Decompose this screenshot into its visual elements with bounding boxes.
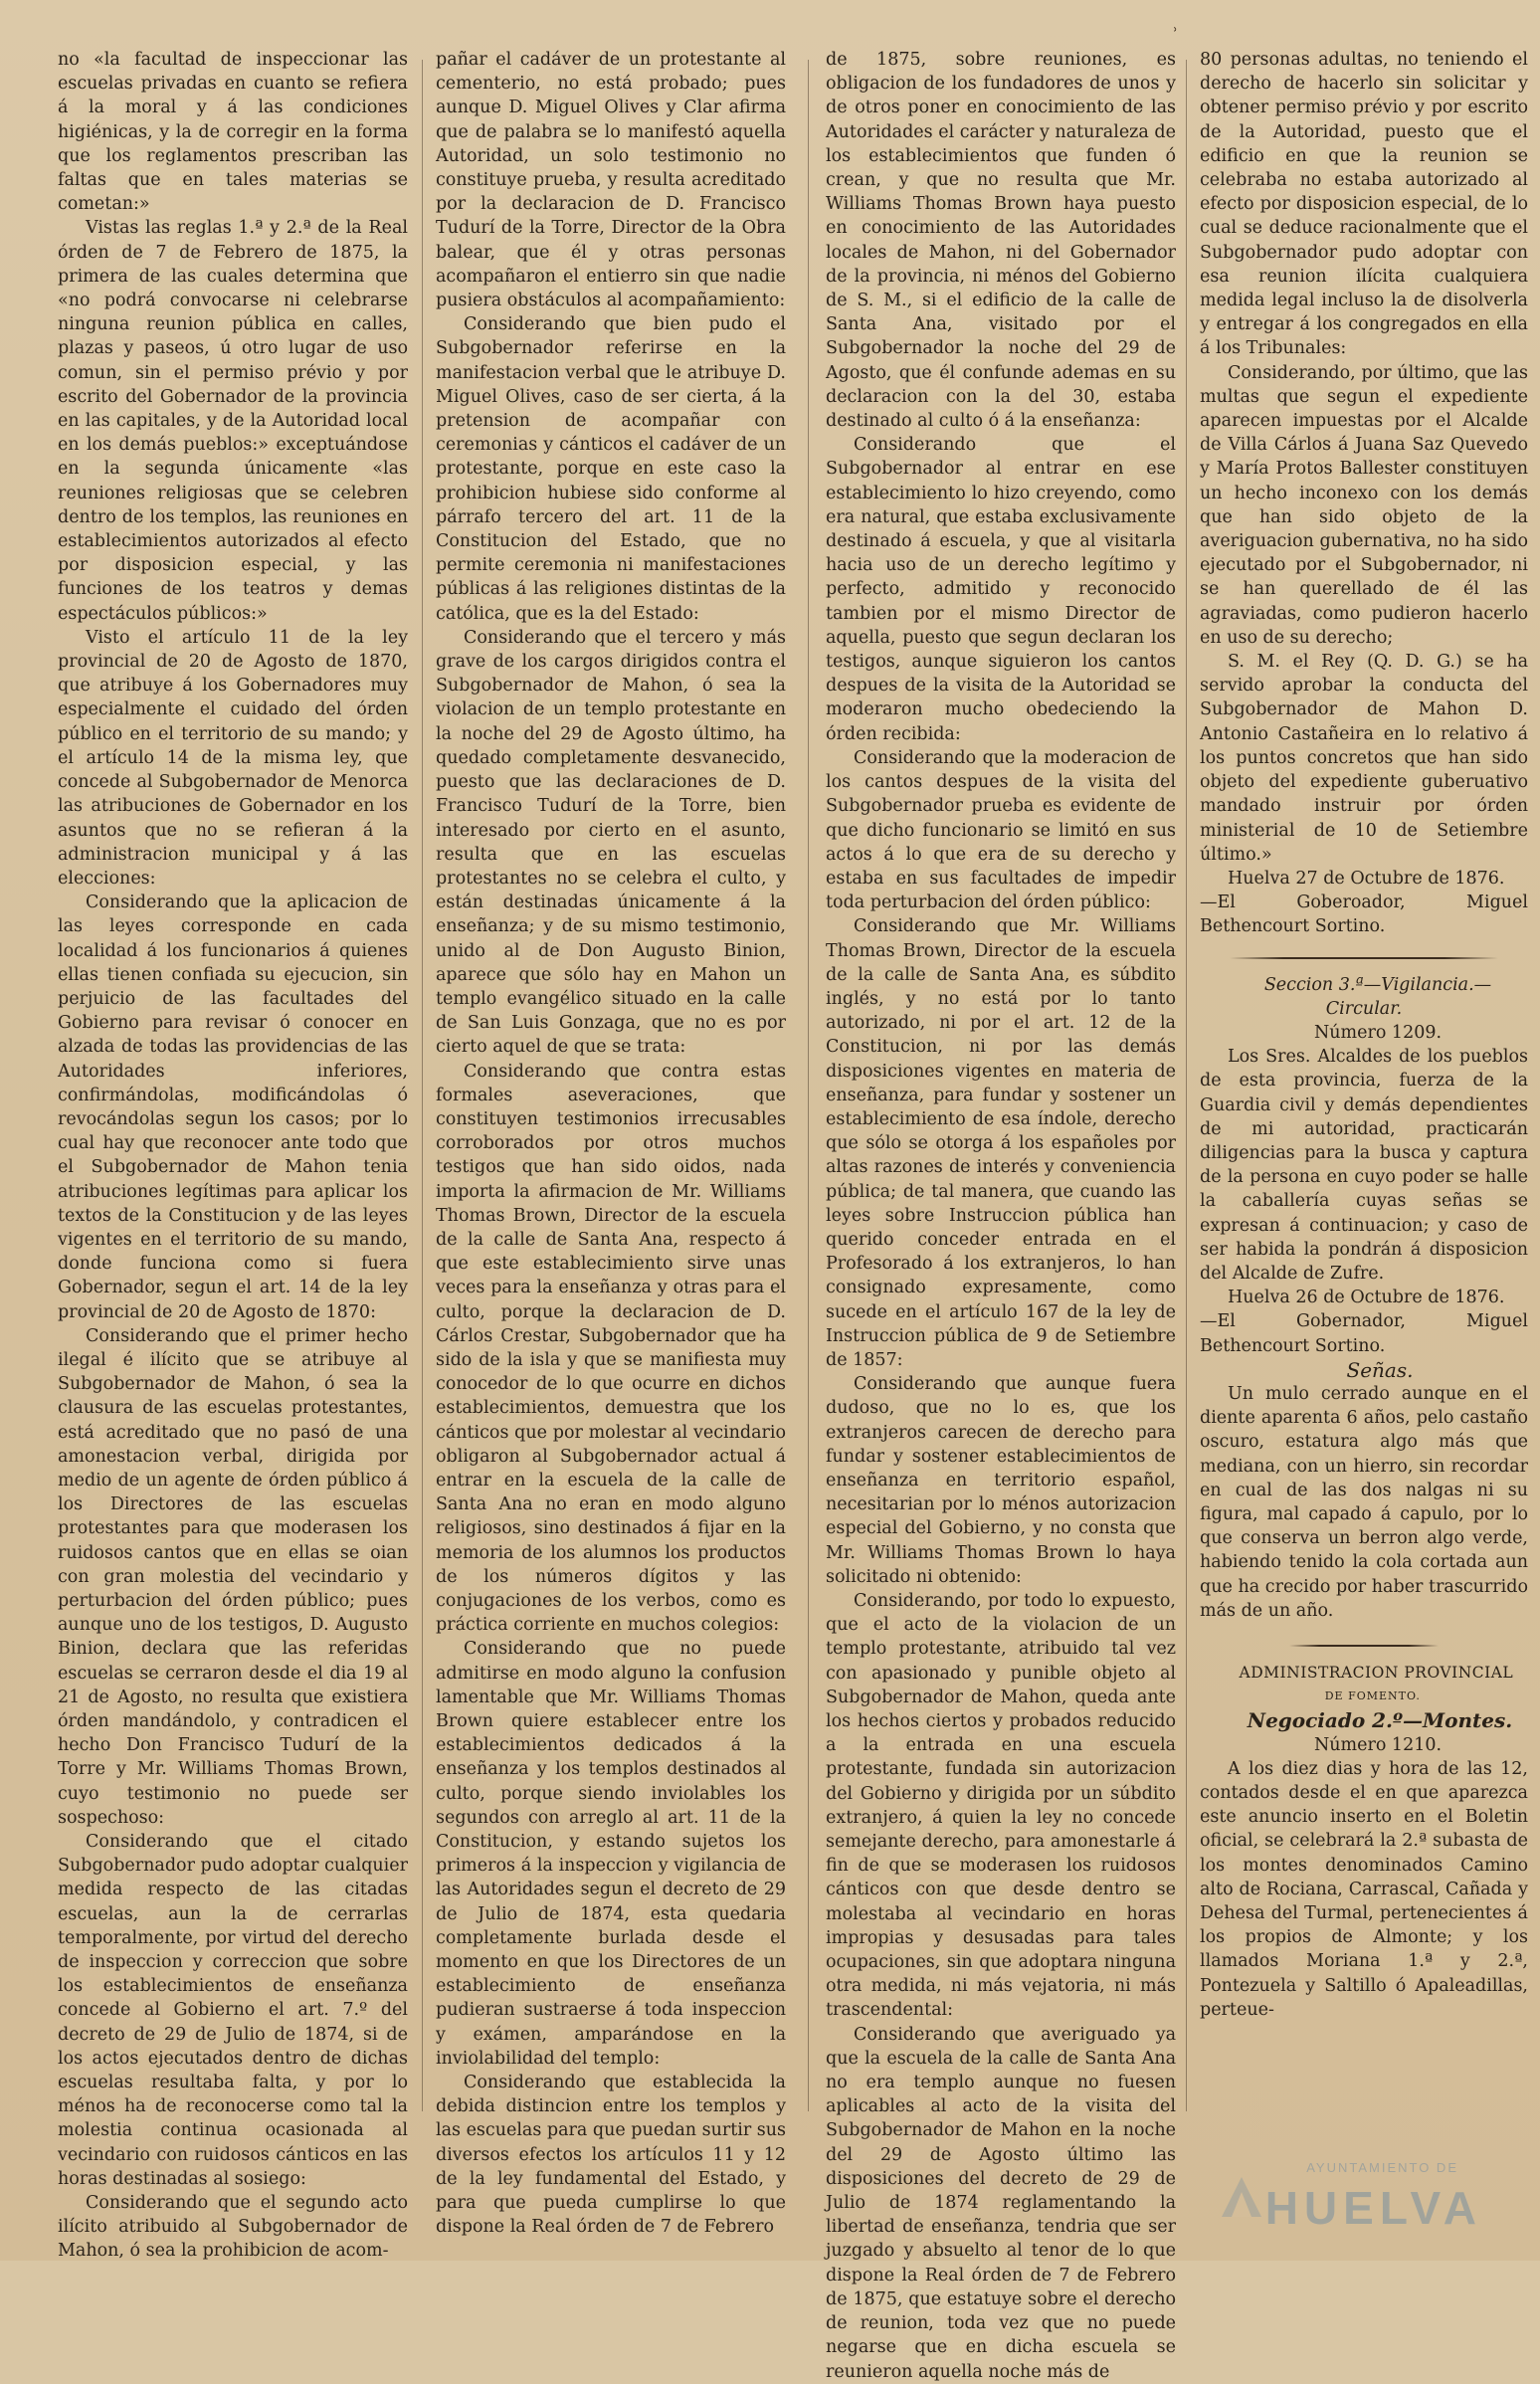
watermark-caption: AYUNTAMIENTO DE [1306, 2160, 1458, 2175]
announcement-number: Número 1209. [1313, 1022, 1443, 1043]
administration-subtitle: DE FOMENTO. [1324, 1689, 1421, 1703]
paragraph: A los diez dias y hora de las 12, contados desde el en que aparezca este anuncio inserto en el Boletin oficial, se celebrará la 2.ª subasta de los montes denominados Camino alto de Rociana, Carrascal, Cañada y Dehesa del Turmal, pertenecientes á los propios de Almonte; y los llamados Moriana 1.ª y 2.ª, Pontezuela y Saltillo ó Apaleadillas, perteue- [1200, 1758, 1528, 2020]
paragraph: Considerando, por último, que las multas que segun el expediente aparecen impuestas por el Alcalde de Villa Cárlos á Juana Saz Quevedo y María Protos Ballester constituyen un hecho inconexo con los demás que han sido objeto de la averiguacion gubernativa, no ha sido ejecutado por el Subgobernador, ni se han querellado de él las agraviadas, como pudieron hacerlo en uso de su derecho; [1200, 362, 1528, 648]
paragraph: Considerando que el citado Subgobernador pudo adoptar cualquier medida respecto de las citadas escuelas, aun la de cerrarlas temporalmente, por virtud del derecho de inspeccion y correccion que sobre los establecimientos de enseñanza concede al Gobierno el art. 7.º del decreto de 29 de Julio de 1874, si de los actos ejecutados dentro de dichas escuelas resultaba falta, y por lo ménos ha de reconocerse como tal la molestia continua ocasionada al vecindario con ruidosos cánticos en las horas destinadas al sosiego: [58, 1832, 408, 2189]
paragraph: Considerando que la moderacion de los cantos despues de la visita del Subgobernador prueba es evidente de que dicho funcionario se limitó en sus actos á lo que era de su derecho y estaba en sus facultades de impedir toda perturbacion del órden público: [826, 747, 1176, 913]
negociado-heading: Negociado 2.º—Montes. [1247, 1708, 1513, 1733]
column-4 [1200, 48, 1528, 2022]
paragraph: de 1875, sobre reuniones, es obligacion de los fundadores de unos y de otros poner en conocimiento de las Autoridades el carácter y naturaleza de los establecimientos que funden ó crean, y que no resulta que Mr. Williams Thomas Brown haya puesto en conocimiento de las Autoridades locales de Mahon, ni del Gobernador de la provincia, ni ménos del Gobierno de S. M., si el edificio de la calle de Santa Ana, visitado por el Subgobernador la noche del 29 de Agosto, que él confunde ademas en su declaracion con la del 30, estaba destinado al culto ó á la enseñanza: [826, 50, 1176, 432]
paragraph: Considerando que el primer hecho ilegal é ilícito que se atribuye al Subgobernador de Mahon, ó sea la clausura de las escuelas protestantes, está acreditado que no pasó de una amonestacion verbal, dirigida por medio de un agente de órden público á los Directores de las escuelas protestantes para que moderasen los ruidosos cantos que en ellas se oian con gran molestia del vecindario y perturbacion del órden público; pues aunque uno de los testigos, D. Augusto Binion, declara que las referidas escuelas se cerraron desde el dia 19 al 21 de Agosto, no resulta que existiera órden mandándolo, y contradicen el hecho Don Francisco Tudurí de la Torre y Mr. Williams Thomas Brown, cuyo testimonio no puede ser sospechoso: [58, 1325, 408, 1828]
announcement-number: Número 1210. [1313, 1734, 1443, 1755]
paragraph: Vistas las reglas 1.ª y 2.ª de la Real órden de 7 de Febrero de 1875, la primera de las cuales determina que «no podrá convocarse ni celebrarse ninguna reunion pública en calles, plazas y paseos, ú otro lugar de uso comun, sin el permiso prévio y por escrito del Gobernador de la provincia en las capitales, y de la Autoridad local en los demás pueblos:» exceptuándose en la segunda únicamente «las reuniones religiosas que se celebren dentro de los templos, las reuniones en establecimientos autorizados al efecto por disposicion especial, y las funciones de los teatros y demas espectáculos públicos:» [58, 218, 408, 624]
column-1 [58, 48, 408, 2264]
top-margin-mark: ⸒ [1172, 8, 1179, 32]
signature-name: —El Gobernador, Miguel Bethencourt Sortino. [1200, 1311, 1528, 1356]
paragraph: pañar el cadáver de un protestante al cementerio, no está probado; pues aunque D. Miguel Olives y Clar afirma que de palabra se lo manifestó aquella Autoridad, un solo testimonio no constituye prueba, y resulta acreditado por la declaracion de D. Francisco Tudurí de la Torre, Director de la Obra balear, que él y otras personas acompañaron el entierro sin que nadie pusiera obstáculos al acompañamiento: [436, 50, 786, 311]
paragraph: Considerando que la aplicacion de las leyes corresponde en cada localidad á los funcionarios á quienes ellas tienen confiada su ejecucion, sin perjuicio de las facultades del Gobierno para revisar ó conocer en alzada de todas las providencias de las Autoridades inferiores, confirmándolas, modificándolas ó revocándolas segun los casos; por lo cual hay que reconocer ante todo que el Subgobernador de Mahon tenia atribuciones legítimas para aplicar los textos de la Constitucion y de las leyes vigentes en el territorio de su mando, donde funciona como si fuera Gobernador, segun el art. 14 de la ley provincial de 20 de Agosto de 1870: [58, 893, 408, 1322]
paragraph: Considerando que aunque fuera dudoso, que no lo es, que los extranjeros carecen de derecho para fundar y sostener establecimientos de enseñanza en territorio español, necesitarian por lo ménos autorizacion especial del Gobierno, y no consta que Mr. Williams Thomas Brown lo haya solicitado ni obtenido: [826, 1374, 1176, 1587]
paragraph: 80 personas adultas, no teniendo el derecho de hacerlo sin solicitar y obtener permiso prévio y por escrito de la Autoridad, puesto que el edificio en que la reunion se celebraba no estaba autorizado al efecto por disposicion especial, de lo cual se deduce racionalmente que el Subgobernador pudo adoptar con esa reunion ilícita cualquiera medida legal incluso la de disolverla y entregar á los congregados en ella á los Tribunales: [1200, 50, 1528, 359]
paragraph: Considerando que el Subgobernador al entrar en ese establecimiento lo hizo creyendo, como era natural, que estaba exclusivamente destinado á escuela, y que al visitarla hacia uso de un derecho legítimo y perfecto, admitido y reconocido tambien por el mismo Director de aquella, puesto que segun declaran los testigos, aunque siguieron los cantos despues de la visita de la Autoridad se moderaron mucho obedeciendo la órden recibida: [826, 435, 1176, 744]
column-3 [826, 48, 1176, 2384]
paragraph: Considerando que establecida la debida distincion entre los templos y las escuelas para que puedan surtir sus diversos efectos los artículos 11 y 12 de la ley fundamental del Estado, y para que pueda cumplirse lo que dispone la Real órden de 7 de Febrero [436, 2073, 787, 2238]
paragraph: Un mulo cerrado aunque en el diente aparenta 6 años, pelo castaño oscuro, estatura algo más que mediana, con un hierro, sin recordar en cual de las dos nalgas ni su figura, mal capado á capulo, por lo que conserva un berron algo verde, habiendo tenido la cola cortada aun que ha crecido por haber trascurrido más de un año. [1200, 1383, 1528, 1621]
column-divider [422, 60, 423, 2111]
paragraph: Los Sres. Alcaldes de los pueblos de esta provincia, fuerza de la Guardia civil y demás dependientes de mi autoridad, practicarán diligencias para la busca y captura de la persona en cuyo poder se halle la caballería cuyas señas se expresan á continuacion; y caso de ser habida la pondrán á disposicion del Alcalde de Zufre. [1200, 1047, 1528, 1284]
signature-name: —El Goberoador, Miguel Bethencourt Sortino. [1200, 893, 1528, 937]
column-2 [436, 48, 786, 2239]
paragraph: S. M. el Rey (Q. D. G.) se ha servido aprobar la conducta del Subgobernador de Mahon D. Antonio Castañeira en lo relativo á los puntos concretos que han sido objeto del expediente guberuativo mandado instruir por órden ministerial de 10 de Setiembre último.» [1200, 652, 1528, 865]
column-divider [808, 60, 809, 2111]
section-heading: Seccion 3.ª—Vigilancia.—Circular. [1263, 974, 1492, 1019]
paragraph: Considerando que contra estas formales aseveraciones, que constituyen testimonios irrecusables corroborados por otros muchos testigos que han sido oidos, nada importa la afirmacion de Mr. Williams Thomas Brown, Director de la escuela de la calle de Santa Ana, respecto á que este establecimiento sirve unas veces para la enseñanza y otras para el culto, porque la declaracion de D. Cárlos Crestar, Subgobernador que ha sido de la isla y que se manifiesta muy conocedor de lo que ocurre en dichos establecimientos, demuestra que los cánticos que por molestar al vecindario obligaron al Subgobernador actual á entrar en la escuela de la calle de Santa Ana no eran en modo alguno religiosos, sino destinados á fijar en la memoria de los alumnos los productos de los números dígitos y las conjugaciones de los verbos, como es práctica corriente en muchos colegios: [436, 1061, 786, 1636]
section-separator [1230, 957, 1498, 959]
paragraph: Considerando que el segundo acto ilícito atribuido al Subgobernador de Mahon, ó sea la prohibicion de acom- [58, 2193, 408, 2262]
paragraph: Considerando que Mr. Williams Thomas Brown, Director de la escuela de la calle de Santa Ana, es súbdito inglés, y no está por lo tanto autorizado, ni por el art. 12 de la Constitucion, ni por las demás disposiciones vigentes en materia de enseñanza, para fundar y sostener un establecimiento de esa índole, derecho que sólo se otorga á los españoles por altas razones de interés y conveniencia pública; de tal manera, que cuando las leyes sobre Instruccion pública han querido conceder entrada en el Profesorado á los extranjeros, lo han consignado expresamente, como sucede en el artículo 167 de la ley de Instruccion pública de 9 de Setiembre de 1857: [826, 916, 1176, 1370]
paragraph: Considerando, por todo lo expuesto, que el acto de la violacion de un templo protestante, atribuido tal vez con apasionado y punible objeto al Subgobernador de Mahon, queda ante los hechos ciertos y probados reducido a la entrada en una escuela protestante, fundada sin autorizacion del Gobierno y dirigida por un súbdito extranjero, á quien la ley no concede semejante derecho, para amonestarle á fin de que se moderasen los ruidosos cánticos con que desde dentro se molestaba al vecindario en horas impropias y desusadas para tales ocupaciones, sin que adoptara ninguna otra medida, ni más vejatoria, ni más trascendental: [826, 1591, 1176, 2021]
administration-title: ADMINISTRACION PROVINCIAL [1239, 1664, 1514, 1682]
watermark-text: HUELVA [1264, 2182, 1482, 2234]
signature-date: Huelva 26 de Octubre de 1876. [1228, 1288, 1505, 1308]
senas-heading: Señas. [1346, 1357, 1414, 1382]
paragraph: Visto el artículo 11 de la ley provincial de 20 de Agosto de 1870, que atribuye á los Gobernadores muy especialmente el cuidado del órden público en el territorio de su mando; y el artículo 14 de la misma ley, que concede al Subgobernador de Menorca las atribuciones de Gobernador en los asuntos que no se refieran á la administracion municipal y á las elecciones: [58, 627, 408, 889]
paragraph: Considerando que averiguado ya que la escuela de la calle de Santa Ana no era templo aunque no fuesen aplicables al acto de la visita del Subgobernador de Mahon en la noche del 29 de Agosto último las disposiciones del decreto de 29 de Julio de 1874 reglamentando la libertad de enseñanza, tendria que ser juzgado y absuelto al tenor de lo que dispone la Real órden de 7 de Febrero de 1875, que estatuye sobre el derecho de reunion, toda vez que no puede negarse que en dicha escuela se reunieron aquella noche más de [826, 2024, 1176, 2382]
section-separator [1289, 1645, 1439, 1647]
column-divider [1186, 60, 1187, 2111]
paragraph: Considerando que bien pudo el Subgobernador referirse en la manifestacion verbal que le atribuye D. Miguel Olives, caso de ser cierta, á la pretension de acompañar con ceremonias y cánticos el cadáver de un protestante, porque en este caso la prohibicion hubiese sido conforme al párrafo tercero del art. 11 de la Constitucion del Estado, que no permite ceremonia ni manifestaciones públicas á las religiones distintas de la católica, que es la del Estado: [436, 314, 786, 624]
paragraph: Considerando que no puede admitirse en modo alguno la confusion lamentable que Mr. Williams Thomas Brown quiere establecer entre los establecimientos dedicados á la enseñanza y los templos destinados al culto, porque siendo inviolables los segundos con arreglo al art. 11 de la Constitucion, y estando sujetos los primeros á la inspeccion y vigilancia de las Autoridades segun el decreto de 29 de Julio de 1874, esta quedaria completamente burlada desde el momento en que los Directores de un establecimiento de enseñanza pudieran sustraerse á toda inspeccion y exámen, amparándose en la inviolabilidad del templo: [436, 1639, 786, 2069]
paragraph: no «la facultad de inspeccionar las escuelas privadas en cuanto se refiera á la moral y á las condiciones higiénicas, y la de corregir en la forma que los reglamentos prescriban las faltas que en tales materias se cometan:» [58, 50, 408, 215]
paragraph: Considerando que el tercero y más grave de los cargos dirigidos contra el Subgobernador de Mahon, ó sea la violacion de un templo protestante en la noche del 29 de Agosto último, ha quedado completamente desvanecido, puesto que las declaraciones de D. Francisco Tudurí de la Torre, bien interesado por cierto en el asunto, resulta que en las escuelas protestantes no se celebra el culto, y están destinadas únicamente á la enseñanza; y de su mismo testimonio, unido al de Don Augusto Binion, aparece que sólo hay en Mahon un templo evangélico situado en la calle de San Luis Gonzaga, que no es por cierto aquel de que se trata: [436, 627, 786, 1058]
signature-date: Huelva 27 de Octubre de 1876. [1228, 868, 1505, 889]
